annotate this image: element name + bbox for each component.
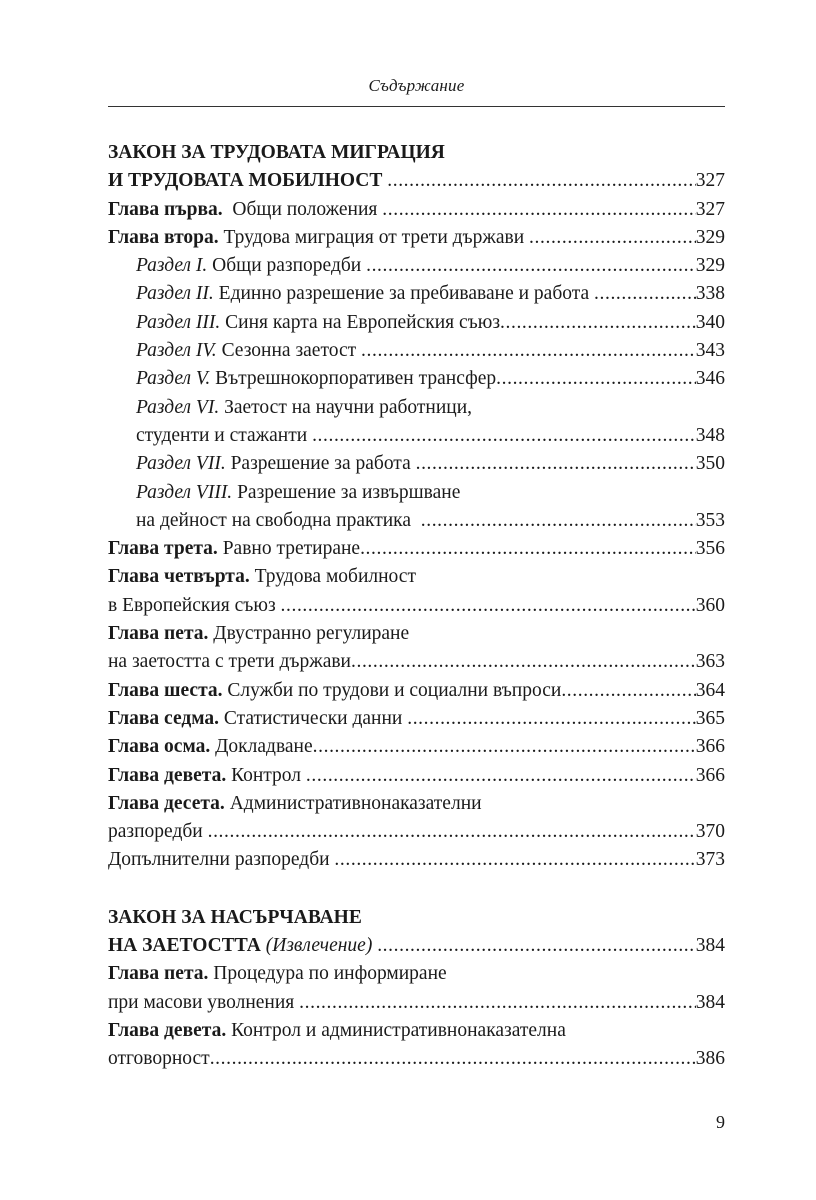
chapter-label: Глава десета. [108,792,225,814]
toc-entry [108,337,725,365]
entry-title: Служби по трудови и социални въпроси [222,679,562,701]
entry-title: Трудова миграция от трети държави [218,226,525,248]
toc-entry-law-employment-promotion [108,932,725,960]
toc-page-number: 327 [695,170,725,192]
toc-heading-text: ЗАКОН ЗА ТРУДОВАТА МИГРАЦИЯ [108,142,445,163]
leader-dots [377,932,696,960]
section-label: Раздел I. [136,255,208,277]
toc-entry-continued [108,563,725,591]
toc-entry [108,450,725,478]
toc-entry [108,309,725,337]
entry-title: Заетост на научни работници, [219,396,473,418]
toc-heading-text: НА ЗАЕТОСТТА [108,935,261,957]
toc-page-number: 386 [695,1048,725,1070]
toc-entry [108,280,725,308]
section-label: Раздел VII. [136,453,226,475]
header-rule [108,106,725,107]
entry-title: в Европейския съюз [108,594,276,616]
leader-dots [281,592,696,620]
leader-dots [421,507,696,535]
leader-dots [561,677,695,705]
chapter-label: Глава четвърта. [108,566,250,588]
entry-title: Синя карта на Европейския съюз [220,311,501,333]
toc-entry [108,535,725,563]
toc-entry [108,677,725,705]
toc-entry [108,592,725,620]
excerpt-note: (Извлечение) [260,935,373,957]
toc-entry [108,422,725,450]
toc-entry-continued [108,1017,725,1045]
leader-dots [496,365,696,393]
toc-page-number: 327 [695,198,725,220]
entry-title: Процедура по информиране [208,963,447,985]
toc-entry-continued [108,620,725,648]
leader-dots [208,818,696,846]
leader-dots [351,648,696,676]
leader-dots [407,705,696,733]
toc-entry [108,705,725,733]
leader-dots [500,309,696,337]
entry-title: Равно третиране [217,538,361,560]
entry-title: при масови уволнения [108,991,295,1013]
toc-entry [108,224,725,252]
leader-dots [360,535,696,563]
toc-entry [108,196,725,224]
toc-page-number: 384 [695,935,725,957]
entry-title: Общи положения [222,198,378,220]
section-label: Раздел V. [136,368,211,390]
toc-entry [108,733,725,761]
toc-page-number: 353 [695,509,725,531]
entry-title: Административнонаказателни [224,792,482,814]
toc-page-number: 366 [695,764,725,786]
table-of-contents [108,139,725,1074]
section-label: Раздел IV. [136,340,217,362]
toc-entry [108,846,725,874]
entry-title: Докладване [210,736,313,758]
toc-page-number: 346 [695,368,725,390]
entry-title: Контрол и административнонаказателна [226,1019,566,1041]
leader-dots [529,224,696,252]
section-label: Раздел III. [136,311,221,333]
chapter-label: Глава втора. [108,226,219,248]
toc-heading-text: ЗАКОН ЗА НАСЪРЧАВАНЕ [108,906,362,928]
entry-title: Трудова мобилност [249,566,416,588]
entry-title: разпоредби [108,821,203,843]
toc-page-number: 370 [695,821,725,843]
leader-dots [299,989,696,1017]
leader-dots [416,450,696,478]
toc-entry-law-labour-migration [108,167,725,195]
chapter-label: Глава осма. [108,736,211,758]
toc-page-number: 364 [695,679,725,701]
toc-heading-text: И ТРУДОВАТА МОБИЛНОСТ [108,170,383,192]
entry-title: Статистически данни [218,707,403,729]
toc-entry [108,365,725,393]
entry-title: Единно разрешение за пребиваване и работа [213,283,590,305]
toc-entry [108,648,725,676]
section-spacer [108,875,725,904]
entry-title: Разрешение за извършване [232,481,461,503]
entry-title: Контрол [226,764,302,786]
leader-dots [382,196,695,224]
chapter-label: Глава седма. [108,707,219,729]
chapter-label: Глава девета. [108,1019,227,1041]
leader-dots [312,422,696,450]
toc-entry-continued [108,479,725,507]
toc-page-number: 360 [695,594,725,616]
entry-title: Разрешение за работа [225,453,411,475]
entry-title: Двустранно регулиране [208,623,410,645]
chapter-label: Глава първа. [108,198,223,220]
entry-title: студенти и стажанти [136,424,308,446]
leader-dots [334,846,695,874]
toc-page-number: 363 [695,651,725,673]
leader-dots [366,252,696,280]
leader-dots [306,762,696,790]
leader-dots [594,280,696,308]
entry-title: на дейност на свободна практика [136,509,411,531]
toc-entry-continued [108,790,725,818]
toc-page-number: 340 [695,311,725,333]
toc-page-number: 366 [695,736,725,758]
toc-entry [108,1045,725,1073]
chapter-label: Глава шеста. [108,679,223,701]
leader-dots [210,1045,696,1073]
toc-page-number: 348 [695,424,725,446]
toc-entry-continued [108,960,725,988]
leader-dots [387,167,696,195]
toc-page-number: 343 [695,340,725,362]
entry-title: отговорност [108,1048,210,1070]
toc-entry [108,507,725,535]
toc-page-number: 329 [695,226,725,248]
toc-heading-law-labour-migration [108,139,725,167]
section-label: Раздел VIII. [136,481,233,503]
toc-entry [108,252,725,280]
toc-entry [108,762,725,790]
page-number: 9 [716,1112,725,1132]
toc-entry [108,818,725,846]
entry-title: на заетостта с трети държави [108,651,351,673]
chapter-label: Глава трета. [108,538,218,560]
toc-page-number: 373 [695,849,725,871]
section-label: Раздел II. [136,283,214,305]
toc-page-number: 356 [695,538,725,560]
toc-heading-law-employment-promotion [108,904,725,932]
toc-entry-continued [108,394,725,422]
leader-dots [361,337,696,365]
entry-title: Общи разпоредби [207,255,362,277]
entry-title: Допълнителни разпоредби [108,849,330,871]
entry-title: Сезонна заетост [216,340,357,362]
toc-page-number: 365 [695,707,725,729]
toc-entry [108,989,725,1017]
chapter-label: Глава пета. [108,963,209,985]
toc-page-number: 329 [695,255,725,277]
chapter-label: Глава пета. [108,623,209,645]
entry-title: Вътрешнокорпоративен трансфер [210,368,497,390]
toc-page-number: 338 [695,283,725,305]
running-head: Съдържание [368,76,465,95]
toc-page-number: 384 [695,991,725,1013]
toc-page-number: 350 [695,453,725,475]
section-label: Раздел VI. [136,396,220,418]
leader-dots [313,733,696,761]
chapter-label: Глава девета. [108,764,227,786]
